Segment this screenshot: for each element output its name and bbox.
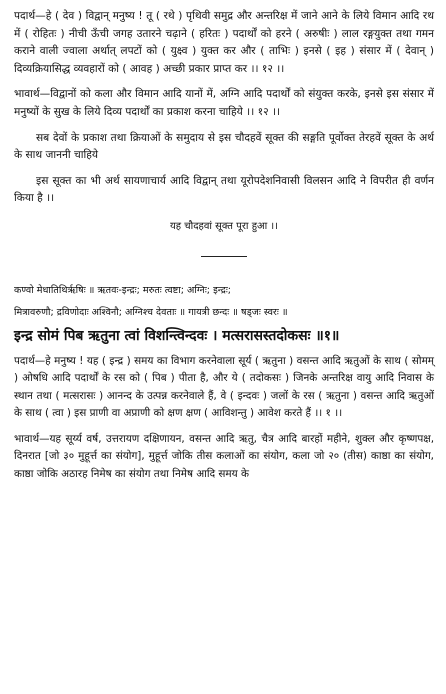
section-divider: [201, 256, 247, 257]
rishi-devata-line-2: मित्रावरुणौ; द्रविणोदाः अश्विनौ; अग्निश्च देवताः ॥ गायत्री छन्दः ॥ षड्जः स्वरः ॥: [14, 306, 288, 318]
commentary-note-paragraph: इस सूक्त का भी अर्थ सायणाचार्य आदि विद्वान् तथा यूरोपदेशनिवासी विलसन आदि ने विपरीत ही वर्णन किया है ।।: [14, 174, 434, 205]
bhavartha-paragraph-1: भावार्थ—यह सूर्य्य वर्ष, उत्तरायण दक्षिणायन, वसन्त आदि ऋतु, चैत्र आदि बारहों महीने, शुक्ल और कृष्णपक्ष, दिनरात [जो ३० मुहूर्त्त का संयोग], मुहूर्त्त जोकि तीस कलाओं का संयोग, कला जो २० (तीस) काष्ठा का संयोग, काष्ठा जोकि अठारह निमेष का संयोग तथा निमेष आदि समय के: [14, 432, 434, 480]
rishi-devata-line-1: कण्वो मेधातिथिर्ऋषिः ॥ ऋतवः-इन्द्रः; मरुतः त्वष्टा; अग्निः; इन्द्रः;: [14, 284, 232, 296]
bhavartha-paragraph-12: भावार्थ—विद्वानों को कला और विमान आदि यानों में, अग्नि आदि पदार्थों को संयुक्त करके, इनसे इस संसार में मनुष्यों के सुख के लिये दिव्य पदार्थों का प्रकाश करना चाहिये ।। १२ ।।: [14, 88, 434, 118]
padartha-paragraph-12: पदार्थ—हे ( देव ) विद्वान् मनुष्य ! तू ( रथे ) पृथिवी समुद्र और अन्तरिक्ष में जाने आने के लिये विमान आदि रथ में ( रोहितः ) नीची ऊँची जगह उतारने चढ़ाने ( हरितः ) पदार्थों को हरने ( अरुषीः ) लाल रङ्गयुक्त तथा गमन कराने वाली ज्वाला अर्थात् लपटों को ( युक्ष्व ) युक्त कर और ( ताभिः ) इनसे ( इह ) संसार में ( देवान् ) दिव्यक्रियासिद्ध व्यवहारों को ( आवह ) अच्छी प्रकार प्राप्त कर ।। १२ ।।: [14, 10, 434, 75]
sukta-end-note: यह चौदहवां सूक्त पूरा हुआ ।।: [169, 220, 278, 232]
sukta-connection-paragraph: सब देवों के प्रकाश तथा क्रियाओं के समुदाय से इस चौदहवें सूक्त की सङ्गति पूर्वोक्त तेरहवें सूक्त के अर्थ के साथ जाननी चाहिये: [14, 131, 434, 162]
mantra-verse-1: इन्द्र सोमं पिब ऋतुना त्वां विशन्त्विन्दवः । मत्सरासस्तदोकसः ॥१॥: [14, 327, 340, 344]
padartha-paragraph-1: पदार्थ—हे मनुष्य ! यह ( इन्द्र ) समय का विभाग करनेवाला सूर्य ( ऋतुना ) वसन्त आदि ऋतुओं के साथ ( सोमम् ) ओषधि आदि पदार्थों के रस को ( पिब ) पीता है, और ये ( तदोकसः ) जिनके अन्तरिक्ष वायु आदि निवास के स्थान तथा ( मत्सरासः ) आनन्द के उत्पन्न करनेवाले हैं, वे ( इन्दवः ) जलों के रस ( ऋतुना ) वसन्त आदि ऋतुओं के साथ ( त्वा ) इस प्राणी वा अप्राणी को क्षण क्षण ( आविशन्तु ) आवेश करते हैं ।। १ ।।: [14, 354, 434, 420]
